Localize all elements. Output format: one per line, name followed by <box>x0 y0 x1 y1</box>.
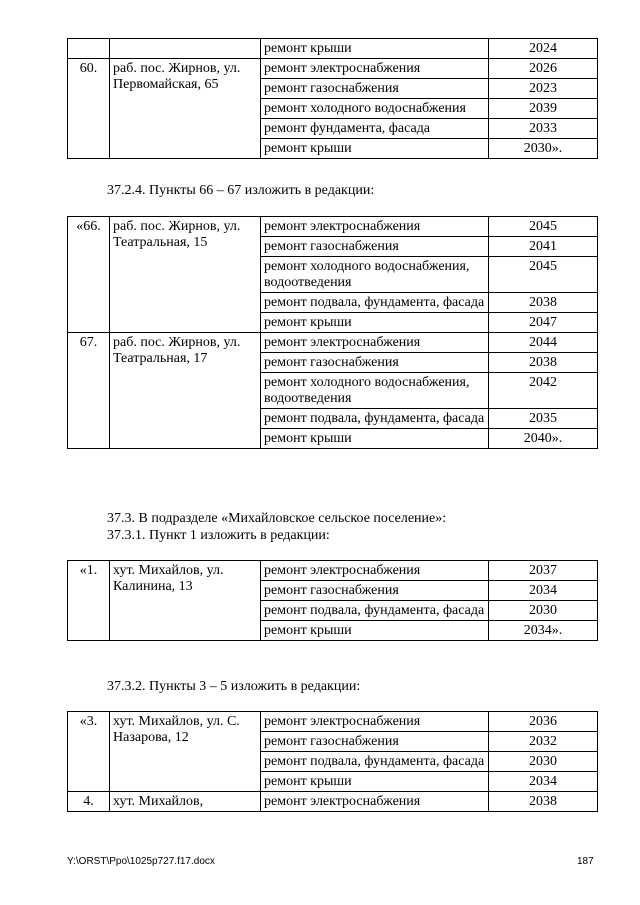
work-year: 2034 <box>489 772 598 792</box>
work-type: ремонт холодного водоснабжения, водоотведения <box>261 257 489 293</box>
item-number <box>68 39 110 59</box>
work-year: 2038 <box>489 353 598 373</box>
table-row <box>68 333 598 353</box>
table-row <box>68 217 598 237</box>
work-year: 2032 <box>489 732 598 752</box>
paragraph-37-3: 37.3. В подразделе «Михайловское сельское поселение»: <box>107 511 447 526</box>
work-year: 2030 <box>489 601 598 621</box>
work-year: 2044 <box>489 333 598 353</box>
table-row <box>68 39 598 59</box>
work-year: 2047 <box>489 313 598 333</box>
work-year: 2039 <box>489 99 598 119</box>
work-type: ремонт электроснабжения <box>261 561 489 581</box>
paragraph-37-2-4: 37.2.4. Пункты 66 – 67 изложить в редакции: <box>107 183 375 198</box>
table-houses-zhirnov-66-67 <box>67 216 598 449</box>
table-houses-zhirnov-60 <box>67 38 598 159</box>
work-type: ремонт крыши <box>261 313 489 333</box>
work-type: ремонт подвала, фундамента, фасада <box>261 752 489 772</box>
work-type: ремонт крыши <box>261 139 489 159</box>
table-houses-mikhaylov-1 <box>67 560 598 641</box>
work-type: ремонт электроснабжения <box>261 333 489 353</box>
table-row <box>68 792 598 812</box>
work-type: ремонт электроснабжения <box>261 792 489 812</box>
paragraph-37-3-1: 37.3.1. Пункт 1 изложить в редакции: <box>107 528 330 543</box>
house-address: хут. Михайлов, ул. С. Назарова, 12 <box>110 712 261 792</box>
work-type: ремонт фундамента, фасада <box>261 119 489 139</box>
work-type: ремонт холодного водоснабжения <box>261 99 489 119</box>
work-type: ремонт газоснабжения <box>261 353 489 373</box>
work-year: 2030 <box>489 752 598 772</box>
work-type: ремонт газоснабжения <box>261 732 489 752</box>
work-year: 2042 <box>489 373 598 409</box>
house-address <box>110 39 261 59</box>
table-houses-mikhaylov-3-4 <box>67 711 598 812</box>
work-type: ремонт холодного водоснабжения, водоотведения <box>261 373 489 409</box>
work-type: ремонт подвала, фундамента, фасада <box>261 409 489 429</box>
work-year: 2045 <box>489 257 598 293</box>
work-type: ремонт крыши <box>261 621 489 641</box>
work-year: 2037 <box>489 561 598 581</box>
item-number: 60. <box>68 59 110 159</box>
work-type: ремонт электроснабжения <box>261 59 489 79</box>
table-row <box>68 561 598 581</box>
work-year: 2036 <box>489 712 598 732</box>
work-year: 2035 <box>489 409 598 429</box>
item-number: «3. <box>68 712 110 792</box>
house-address: хут. Михайлов, ул. Калинина, 13 <box>110 561 261 641</box>
work-type: ремонт газоснабжения <box>261 237 489 257</box>
house-address: раб. пос. Жирнов, ул. Театральная, 15 <box>110 217 261 333</box>
item-number: «1. <box>68 561 110 641</box>
work-year: 2045 <box>489 217 598 237</box>
work-year: 2033 <box>489 119 598 139</box>
work-year: 2034 <box>489 581 598 601</box>
work-type: ремонт электроснабжения <box>261 712 489 732</box>
paragraph-37-3-2: 37.3.2. Пункты 3 – 5 изложить в редакции: <box>107 679 361 694</box>
item-number: 4. <box>68 792 110 812</box>
work-type: ремонт крыши <box>261 39 489 59</box>
work-type: ремонт подвала, фундамента, фасада <box>261 601 489 621</box>
footer-page-number: 187 <box>577 856 594 867</box>
work-year: 2040». <box>489 429 598 449</box>
work-year: 2030». <box>489 139 598 159</box>
item-number: «66. <box>68 217 110 333</box>
table-row <box>68 59 598 79</box>
work-type: ремонт крыши <box>261 429 489 449</box>
work-year: 2038 <box>489 792 598 812</box>
table-row <box>68 712 598 732</box>
work-year: 2041 <box>489 237 598 257</box>
work-type: ремонт газоснабжения <box>261 581 489 601</box>
work-year: 2026 <box>489 59 598 79</box>
work-type: ремонт крыши <box>261 772 489 792</box>
house-address: раб. пос. Жирнов, ул. Театральная, 17 <box>110 333 261 449</box>
work-type: ремонт подвала, фундамента, фасада <box>261 293 489 313</box>
work-year: 2024 <box>489 39 598 59</box>
work-type: ремонт газоснабжения <box>261 79 489 99</box>
item-number: 67. <box>68 333 110 449</box>
footer-file-path: Y:\ORST\Ppo\1025p727.f17.docx <box>67 856 215 867</box>
work-year: 2034». <box>489 621 598 641</box>
work-type: ремонт электроснабжения <box>261 217 489 237</box>
work-year: 2038 <box>489 293 598 313</box>
work-year: 2023 <box>489 79 598 99</box>
house-address: хут. Михайлов, <box>110 792 261 812</box>
house-address: раб. пос. Жирнов, ул. Первомайская, 65 <box>110 59 261 159</box>
